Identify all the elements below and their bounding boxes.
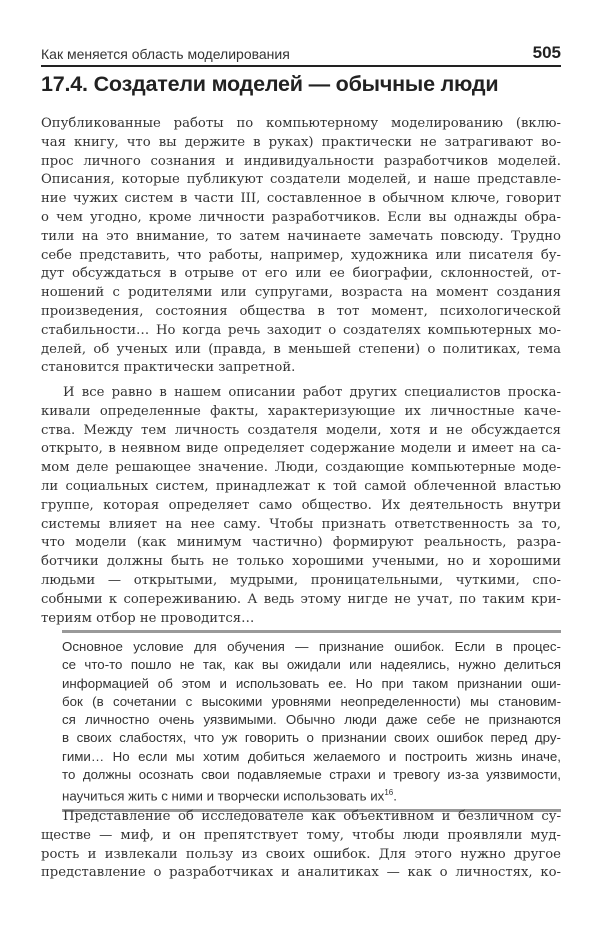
text-line-content: чая книгу, что вы держите в руках) практически не затрагивают во- [41,134,561,150]
text-line [41,440,561,459]
paragraph-2 [41,384,561,628]
running-title: Как меняется область моделирования [41,46,290,62]
text-line-content: Описания, которые публикуют создатели моделей, и наше представле- [41,172,561,188]
text-line [62,675,561,693]
text-line [41,303,561,322]
text-line [62,729,561,747]
text-line [41,497,561,516]
text-line-content: ществе — миф, и он препятствует тому, чтобы люди проявляли муд- [41,827,561,843]
text-line-content: людьми — открытыми, мудрыми, проницательными, чуткими, спо- [41,572,561,588]
text-line-content: становится практически запретной. [41,360,296,376]
text-line-content: ботчики должны быть не только хорошими учеными, но и хорошими [41,554,561,570]
text-line [41,322,561,341]
text-line [62,748,561,766]
text-line [41,247,561,266]
text-line [41,846,561,865]
text-line-content: что модели (как минимум частично) формируют реальность, разра- [41,535,561,551]
text-line [41,534,561,553]
text-line [41,384,561,403]
text-line [41,115,561,134]
text-line-content: о чем угодно, кроме личности разработчиков. Если вы однажды обра- [41,209,561,225]
text-line-content: гими… Но если мы хотим добиться желаемого и построить жизнь иначе, [62,748,561,764]
text-line-content: териям отбор не проводится… [41,610,255,626]
text-line [41,403,561,422]
text-line-content: научиться жить с ними и творчески использовать их [62,788,385,804]
text-line [62,656,561,674]
text-line [41,209,561,228]
text-line-content: открыто, в неявном виде определяет содержание модели и имеет на са- [41,441,561,457]
text-line [41,827,561,846]
text-line [62,638,561,656]
text-line-content: группе, которая определяет само общество. Их деятельность внутри [41,497,561,513]
text-line [41,134,561,153]
text-line-content: себе представить, что работы, например, художника или писателя бу- [41,247,561,263]
text-line-content: произведения, состояния общества в тот момент, психологической [41,303,561,319]
footnote-ref: 16 [384,788,394,798]
text-line-content: се что-то пошло не так, как вы ожидали или надеялись, нужно делиться [62,657,561,673]
text-line-content: собными к сопереживанию. А ведь этому нигде не учат, по таким кри- [41,591,561,607]
paragraph-1 [41,115,561,378]
text-line [41,153,561,172]
text-line [41,359,561,378]
text-line [41,864,561,883]
text-line-content: дут обсуждаться в отрыве от его или ее биографии, склонностей, от- [41,266,561,282]
text-line-content: ства. Между тем личность создателя модели, хотя и не обсуждается [41,422,561,438]
text-line-content: делей, об ученых или (правда, в меньшей степени) о политиках, тема [41,341,561,357]
text-line [41,553,561,572]
running-header [41,38,561,67]
text-line [41,190,561,209]
text-line [62,711,561,729]
text-line [41,228,561,247]
text-line-content: то должны осознать свои подавляемые страхи и тревогу из-за уязвимости, [62,767,561,783]
text-line-content: И все равно в нашем описании работ других специалистов проска- [63,385,561,400]
text-line [41,572,561,591]
text-line-content: Представление об исследователе как объективном и безличном су- [63,809,561,824]
quote-box [62,630,561,812]
text-line-content: информацией об этом и использовать ее. Но при таком признании оши- [62,675,561,691]
text-line-content: ние чужих систем в части III, составленное в обычном ключе, говорит [41,191,561,207]
text-line [41,422,561,441]
page-number: 505 [532,43,561,62]
section-title: 17.4. Создатели моделей — обычные люди [41,72,499,96]
text-line [62,784,561,802]
text-line-content: Опубликованные работы по компьютерному моделированию (вклю- [41,116,561,131]
text-line-content: в своих слабостях, что уж говорить о признании своих ошибок перед дру- [62,730,561,746]
text-line-content: кивали определенные факты, характеризующие их личностные каче- [41,403,561,419]
text-line [62,693,561,711]
text-line-content: представление о разработчиках и аналитиках — как о личностях, ко- [41,865,561,881]
text-line [41,341,561,360]
text-line [62,766,561,784]
text-line [41,516,561,535]
text-line [41,171,561,190]
text-line-content: ношений с родителями или супругами, возраста на момент создания [41,285,561,301]
text-line [41,808,561,827]
text-line [41,459,561,478]
text-line-content: стабильности… Но когда речь заходит о создателях компьютерных мо- [41,322,561,338]
text-line-content: тили на это внимание, то затем начинаете замечать повсюду. Трудно [41,228,561,244]
text-line [41,591,561,610]
text-line-content: ся личностно очень уязвимыми. Обычно люди даже себе не признаются [62,712,561,728]
text-line [41,478,561,497]
text-line [41,610,561,629]
end-punctuation: . [393,788,397,804]
text-line [41,284,561,303]
text-line-content: Основное условие для обучения — признание ошибок. Если в процес- [62,639,561,654]
text-line-content: мом деле решающее значение. Люди, создающие компьютерные моде- [41,460,561,476]
text-line-content: рость и извлекали пользу из своих ошибок. Для этого нужно другое [41,846,561,862]
text-line-content: прос личного сознания и индивидуальности разработчиков моделей. [41,153,561,169]
paragraph-3 [41,808,561,883]
text-line-content: ли социальных систем, принадлежат к той самой облеченной властью [41,478,561,494]
text-line [41,265,561,284]
text-line-content: бок (в сочетании с высокими уровнями неопределенности) мы становим- [62,693,561,709]
text-line-content: системы влияет на нее саму. Чтобы признать ответственность за то, [41,516,561,532]
